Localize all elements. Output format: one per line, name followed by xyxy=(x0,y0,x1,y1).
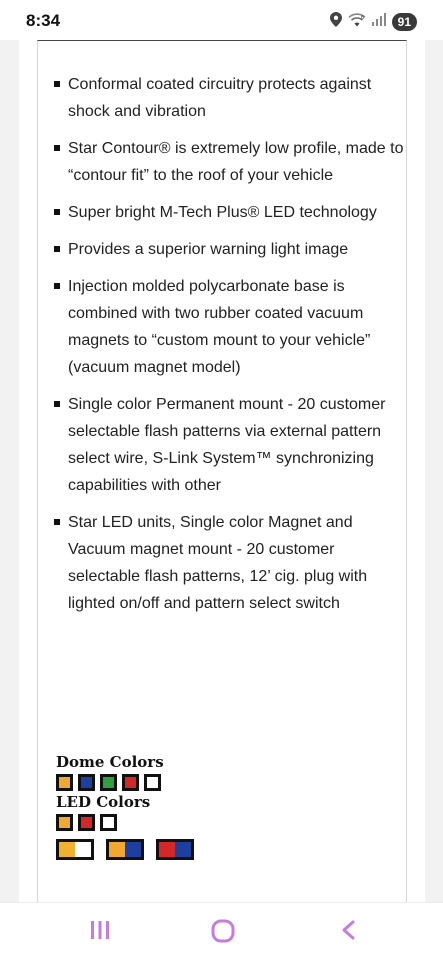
feature-item xyxy=(54,236,404,263)
feature-item xyxy=(54,199,404,226)
feature-item xyxy=(54,135,404,189)
bullet-icon xyxy=(54,81,60,87)
signal-icon xyxy=(372,13,386,31)
led-combo-half xyxy=(159,842,175,857)
bullet-icon xyxy=(54,519,60,525)
led-color-swatch xyxy=(78,814,95,831)
led-colors-heading: LED Colors xyxy=(56,793,151,811)
led-color-swatch xyxy=(100,814,117,831)
led-color-swatch xyxy=(56,814,73,831)
content-panel xyxy=(19,40,425,902)
svg-text:6: 6 xyxy=(360,14,364,21)
led-combo-swatch xyxy=(156,839,194,860)
wifi-icon xyxy=(348,13,366,32)
dome-color-swatches xyxy=(56,774,194,791)
dome-color-swatch xyxy=(144,774,161,791)
dome-colors-heading: Dome Colors xyxy=(56,753,164,771)
home-icon[interactable] xyxy=(211,919,235,948)
led-color-swatches xyxy=(56,814,194,831)
bullet-icon xyxy=(54,401,60,407)
dome-color-swatch xyxy=(56,774,73,791)
dome-color-swatch xyxy=(78,774,95,791)
led-combo-half xyxy=(59,842,75,857)
led-combo-swatch xyxy=(106,839,144,860)
feature-text: Injection molded polycarbonate base is combined with two rubber coated vacuum magnets to “custom mount to your vehicle” (vacuum magnet model) xyxy=(68,278,371,376)
color-options xyxy=(56,753,194,860)
feature-text: Star LED units, Single color Magnet and Vacuum magnet mount - 20 customer selectable flash patterns, 12’ cig. plug with lighted on/off and pattern select switch xyxy=(68,514,368,612)
battery-badge: 91 xyxy=(392,13,417,31)
feature-item xyxy=(54,273,404,381)
navigation-bar xyxy=(0,902,443,960)
product-features-box xyxy=(37,40,407,902)
led-combo-half xyxy=(109,842,125,857)
feature-item xyxy=(54,509,404,617)
feature-text: Conformal coated circuitry protects against shock and vibration xyxy=(68,76,372,120)
status-time: 8:34 xyxy=(26,11,61,30)
led-combo-swatch xyxy=(56,839,94,860)
feature-item xyxy=(54,71,404,125)
feature-text: Provides a superior warning light image xyxy=(68,241,349,258)
led-combo-half xyxy=(175,842,191,857)
recent-apps-icon[interactable] xyxy=(90,919,110,946)
feature-item xyxy=(54,391,404,499)
led-combo-swatches xyxy=(56,839,194,860)
bullet-icon xyxy=(54,283,60,289)
feature-list xyxy=(54,71,404,627)
feature-text: Super bright M-Tech Plus® LED technology xyxy=(68,204,377,221)
bullet-icon xyxy=(54,246,60,252)
led-combo-half xyxy=(125,842,141,857)
status-bar xyxy=(0,0,443,40)
dome-color-swatch xyxy=(122,774,139,791)
led-combo-half xyxy=(75,842,91,857)
feature-text: Single color Permanent mount - 20 customer selectable flash patterns via external pattern select wire, S-Link System™ synchronizing capabilities with other xyxy=(68,396,386,494)
bullet-icon xyxy=(54,209,60,215)
dome-color-swatch xyxy=(100,774,117,791)
back-icon[interactable] xyxy=(340,919,356,946)
feature-text: Star Contour® is extremely low profile, made to “contour fit” to the roof of your vehicle xyxy=(68,140,404,184)
status-icons xyxy=(330,12,417,32)
bullet-icon xyxy=(54,145,60,151)
location-icon xyxy=(330,12,342,32)
